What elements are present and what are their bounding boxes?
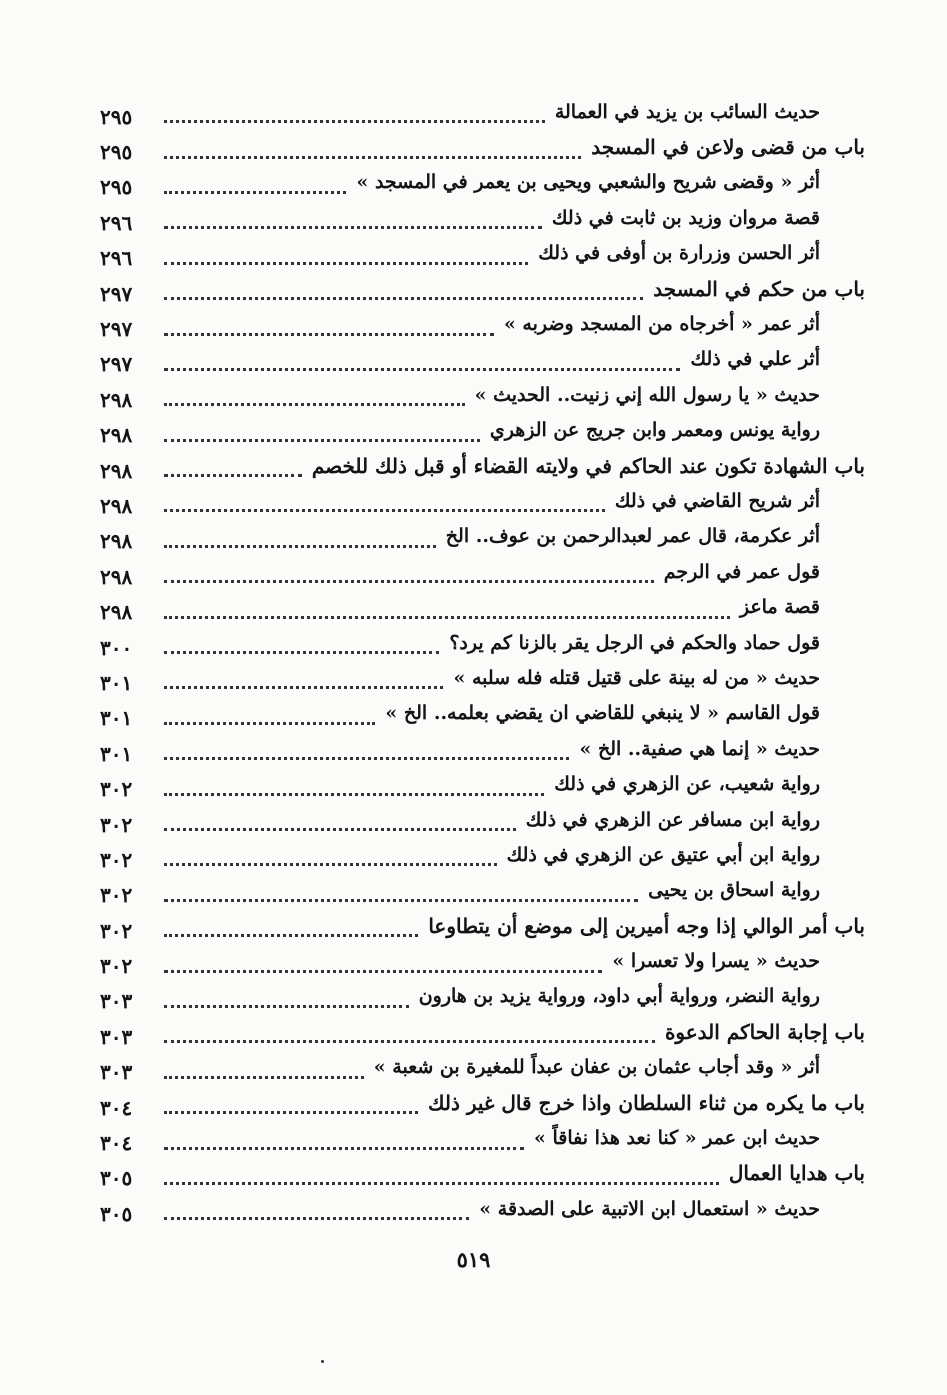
toc-entry-title: رواية النضر، ورواية أبي داود، ورواية يزيد بن هارون xyxy=(418,985,820,1008)
toc-entry-title: قصة ماعز xyxy=(739,596,820,619)
toc-entry-row xyxy=(100,94,865,129)
toc-entry-row xyxy=(100,165,865,200)
dot-leader xyxy=(164,1147,524,1150)
dot-leader xyxy=(164,651,439,654)
dot-leader xyxy=(164,403,465,406)
dot-leader xyxy=(164,1182,719,1185)
toc-page-number: ٢٩٦ xyxy=(100,246,133,271)
toc-entry-title: أثر « وقضى شريح والشعبي ويحيى بن يعمر في المسجد » xyxy=(356,171,820,194)
toc-entry-title: حديث « يسرا ولا تعسرا » xyxy=(612,950,820,973)
toc-page-number: ٢٩٦ xyxy=(100,210,133,235)
toc-entry-row xyxy=(100,731,865,766)
toc-page-number: ٣٠٢ xyxy=(100,883,133,908)
toc-chapter-row xyxy=(100,1085,865,1120)
dot-leader xyxy=(164,262,528,265)
dot-leader xyxy=(164,368,680,371)
toc-entry-title: باب أمر الوالي إذا وجه أميرين إلى موضع أن يتطاوعا xyxy=(428,913,865,938)
toc-page-number: ٣٠٢ xyxy=(100,777,133,802)
dot-leader xyxy=(164,545,436,548)
toc-entry-row xyxy=(100,377,865,412)
dot-leader xyxy=(164,156,581,159)
toc-entry-title: أثر عكرمة، قال عمر لعبدالرحمن بن عوف.. الخ xyxy=(445,525,820,548)
toc-entry-row xyxy=(100,200,865,235)
toc-chapter-row xyxy=(100,129,865,164)
toc-entry-title: حديث « إنما هي صفية.. الخ » xyxy=(579,737,820,760)
toc-entry-row xyxy=(100,1120,865,1155)
toc-entry-row xyxy=(100,483,865,518)
toc-entry-title: رواية اسحاق بن يحيى xyxy=(648,879,820,902)
toc-page-number: ٢٩٥ xyxy=(100,175,133,200)
toc-entry-title: حديث ابن عمر « كنا نعد هذا نفاقاً » xyxy=(534,1127,820,1150)
dot-leader xyxy=(164,439,480,442)
toc-entry-row xyxy=(100,306,865,341)
toc-entry-title: قول عمر في الرجم xyxy=(663,560,820,583)
toc-entry-row xyxy=(100,625,865,660)
toc-page-number: ٣٠٥ xyxy=(100,1201,133,1226)
toc-page-number: ٣٠٣ xyxy=(100,1060,133,1085)
toc-entry-title: باب هدايا العمال xyxy=(728,1161,865,1186)
toc-page-number: ٢٩٨ xyxy=(100,600,133,625)
dot-leader xyxy=(164,226,542,229)
toc-entry-title: أثر شريح القاضي في ذلك xyxy=(614,489,820,512)
dot-leader xyxy=(164,1005,409,1008)
toc-entry-title: رواية شعيب، عن الزهري في ذلك xyxy=(554,773,820,796)
dot-leader xyxy=(164,1111,418,1114)
toc-chapter-row xyxy=(100,271,865,306)
toc-entry-title: باب من قضى ولاعن في المسجد xyxy=(591,135,865,160)
toc-entry-title: باب الشهادة تكون عند الحاكم في ولايته القضاء أو قبل ذلك للخصم xyxy=(311,453,865,478)
toc-entry-row xyxy=(100,943,865,978)
dot-leader xyxy=(164,580,654,583)
toc-entry-title: أثر الحسن وزرارة بن أوفى في ذلك xyxy=(538,242,820,265)
toc-page-number: ٣٠٢ xyxy=(100,954,133,979)
dot-leader xyxy=(164,899,638,902)
toc-page-number: ٢٩٨ xyxy=(100,423,133,448)
toc-entry-title: قصة مروان وزيد بن ثابت في ذلك xyxy=(551,206,820,229)
dot-leader xyxy=(164,1217,469,1220)
ink-speck xyxy=(321,1360,324,1363)
dot-leader xyxy=(164,509,605,512)
toc-page-number: ٣٠٢ xyxy=(100,918,133,943)
toc-entry-title: باب من حكم في المسجد xyxy=(653,276,865,301)
toc-entry-title: حديث السائب بن يزيد في العمالة xyxy=(554,100,820,123)
toc-entry-title: قول القاسم « لا ينبغي للقاضي ان يقضي بعلمه.. الخ » xyxy=(385,702,820,725)
dot-leader xyxy=(164,970,602,973)
toc-entry-row xyxy=(100,660,865,695)
toc-entry-title: حديث « يا رسول الله إني زنيت.. الحديث » xyxy=(474,383,820,406)
toc-entry-row xyxy=(100,979,865,1014)
toc-chapter-row xyxy=(100,908,865,943)
dot-leader xyxy=(164,686,443,689)
dot-leader xyxy=(164,1076,364,1079)
toc-page-number: ٣٠٠ xyxy=(100,635,133,660)
toc-entry-row xyxy=(100,413,865,448)
toc-page-number: ٢٩٨ xyxy=(100,387,133,412)
toc-page-number: ٢٩٧ xyxy=(100,281,133,306)
dot-leader xyxy=(164,474,302,477)
toc-entry-title: أثر عمر « أخرجاه من المسجد وضربه » xyxy=(503,313,820,336)
toc-entry-row xyxy=(100,342,865,377)
dot-leader xyxy=(164,297,643,300)
toc-entry-title: باب إجابة الحاكم الدعوة xyxy=(664,1019,865,1044)
toc-entry-row xyxy=(100,554,865,589)
toc-entry-row xyxy=(100,589,865,624)
toc-entry-title: أثر « وقد أجاب عثمان بن عفان عبداً للمغيرة بن شعبة » xyxy=(373,1056,820,1079)
dot-leader xyxy=(164,333,494,336)
toc-entry-title: رواية ابن أبي عتيق عن الزهري في ذلك xyxy=(506,843,820,866)
toc-entry-row xyxy=(100,519,865,554)
toc-entry-title: رواية ابن مسافر عن الزهري في ذلك xyxy=(525,808,820,831)
toc-entry-row xyxy=(100,1191,865,1226)
toc-page-number: ٢٩٨ xyxy=(100,529,133,554)
toc-page-number: ٣٠١ xyxy=(100,706,133,731)
page-number-footer: ٥١٩ xyxy=(456,1247,491,1272)
toc-chapter-row xyxy=(100,1156,865,1191)
toc-entry-row xyxy=(100,766,865,801)
toc-page-number: ٢٩٧ xyxy=(100,317,133,342)
dot-leader xyxy=(164,616,730,619)
dot-leader xyxy=(164,191,346,194)
toc-page-number: ٣٠٥ xyxy=(100,1166,133,1191)
toc-entry-row xyxy=(100,1050,865,1085)
toc-entry-row xyxy=(100,236,865,271)
toc-entry-row xyxy=(100,873,865,908)
dot-leader xyxy=(164,934,418,937)
toc-page-number: ٢٩٨ xyxy=(100,493,133,518)
toc-page-number: ٣٠١ xyxy=(100,741,133,766)
toc-entry-row xyxy=(100,696,865,731)
dot-leader xyxy=(164,863,497,866)
toc-page-number: ٣٠٤ xyxy=(100,1095,133,1120)
toc-entry-row xyxy=(100,837,865,872)
dot-leader xyxy=(164,757,569,760)
toc-page-number: ٢٩٥ xyxy=(100,104,133,129)
toc-page-number: ٢٩٥ xyxy=(100,140,133,165)
toc-page-number: ٣٠١ xyxy=(100,670,133,695)
dot-leader xyxy=(164,828,516,831)
dot-leader xyxy=(164,793,544,796)
toc-entry-title: حديث « من له بينة على قتيل قتله فله سلبه » xyxy=(453,666,820,689)
toc-entry-title: باب ما يكره من ثناء السلطان واذا خرج قال غير ذلك xyxy=(428,1090,865,1115)
toc-entry-title: حديث « استعمال ابن الاتبية على الصدقة » xyxy=(479,1197,820,1220)
toc-page-number: ٢٩٨ xyxy=(100,564,133,589)
toc-chapter-row xyxy=(100,1014,865,1049)
toc-page-number: ٢٩٧ xyxy=(100,352,133,377)
toc-entry-row xyxy=(100,802,865,837)
toc-page-number: ٢٩٨ xyxy=(100,458,133,483)
dot-leader xyxy=(164,722,375,725)
toc-page-number: ٣٠٢ xyxy=(100,812,133,837)
toc-entry-title: أثر علي في ذلك xyxy=(690,348,820,371)
toc-entry-title: رواية يونس ومعمر وابن جريج عن الزهري xyxy=(489,419,820,442)
dot-leader xyxy=(164,1040,655,1043)
toc-page-number: ٣٠٣ xyxy=(100,989,133,1014)
toc-page-number: ٣٠٤ xyxy=(100,1131,133,1156)
toc-entry-title: قول حماد والحكم في الرجل يقر بالزنا كم يرد؟ xyxy=(449,631,820,654)
table-of-contents xyxy=(100,94,865,1227)
toc-chapter-row xyxy=(100,448,865,483)
dot-leader xyxy=(164,120,545,123)
toc-page-number: ٣٠٣ xyxy=(100,1024,133,1049)
toc-page-number: ٣٠٢ xyxy=(100,847,133,872)
